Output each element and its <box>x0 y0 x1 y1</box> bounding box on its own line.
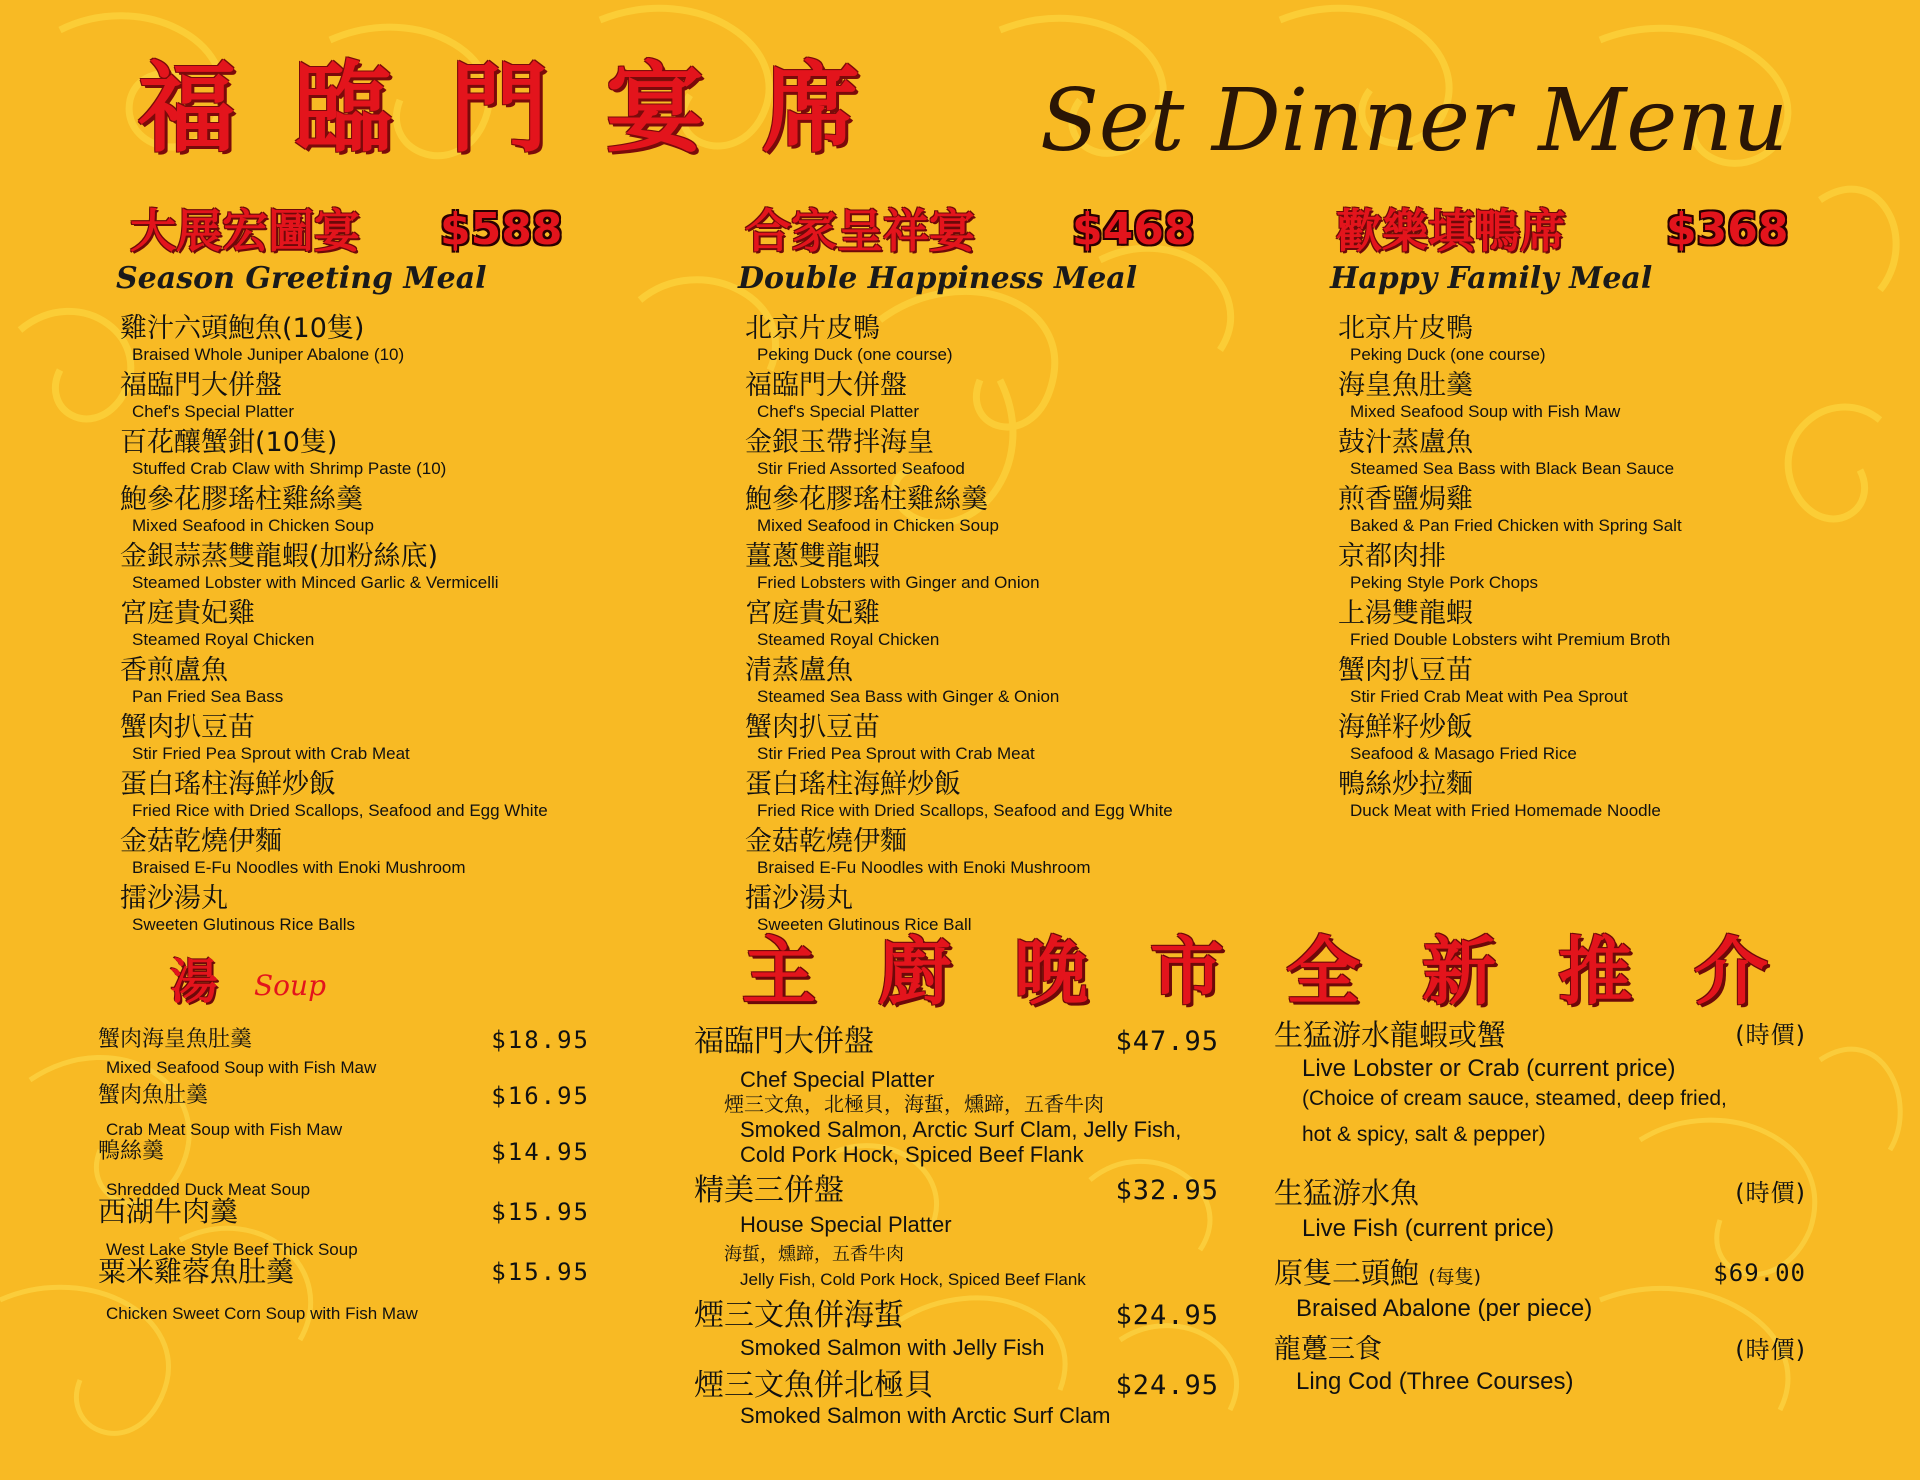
dish-name-english: Fried Rice with Dried Scallops, Seafood and Egg White <box>132 801 548 820</box>
dish-item <box>1338 598 1682 655</box>
chef-item-description: hot & spicy, salt & pepper) <box>1302 1123 1546 1146</box>
soup-name-chinese: 蟹肉魚肚羹 <box>98 1083 209 1108</box>
dish-item <box>1338 655 1682 712</box>
dish-item <box>120 655 548 712</box>
dish-item <box>1338 769 1682 826</box>
dish-name-english: Stir Fried Pea Sprout with Crab Meat <box>132 744 410 763</box>
dish-item <box>745 313 1173 370</box>
chef-item-price: $24.95 <box>1115 1370 1219 1401</box>
dish-item <box>120 598 548 655</box>
chef-item-description: Smoked Salmon with Arctic Surf Clam <box>740 1403 1111 1428</box>
chef-item <box>694 1025 1219 1175</box>
chef-item-price: (時價) <box>1735 1336 1806 1364</box>
dish-name-english: Chef's Special Platter <box>757 402 919 421</box>
dish-item <box>745 427 1173 484</box>
dish-name-chinese: 薑蔥雙龍蝦 <box>745 541 880 572</box>
dish-name-english: Peking Duck (one course) <box>1350 345 1546 364</box>
soup-price: $16.95 <box>491 1082 590 1110</box>
chef-item-description: Cold Pork Hock, Spiced Beef Flank <box>740 1142 1084 1167</box>
dish-name-english: Fried Double Lobsters wiht Premium Broth <box>1350 630 1671 649</box>
chef-item-price: $47.95 <box>1115 1026 1219 1057</box>
dish-name-english: Steamed Sea Bass with Black Bean Sauce <box>1350 459 1675 478</box>
dish-item <box>120 484 548 541</box>
soup-name-english: Shredded Duck Meat Soup <box>106 1180 311 1199</box>
dish-name-english: Sweeten Glutinous Rice Balls <box>132 915 356 934</box>
dish-item <box>120 370 548 427</box>
chef-item-name-chinese <box>1274 1256 1481 1294</box>
dish-name-chinese: 鮑參花膠瑤柱雞絲羹 <box>745 484 988 515</box>
soup-title-english: Soup <box>254 969 326 1002</box>
dish-name-english: Braised E-Fu Noodles with Enoki Mushroom <box>757 858 1091 877</box>
dish-name-english: Peking Style Pork Chops <box>1350 573 1539 592</box>
set-2-price: $468 <box>1072 204 1195 255</box>
set-2-dish-list <box>745 313 1173 940</box>
dish-name-english: Steamed Sea Bass with Ginger & Onion <box>757 687 1060 706</box>
dish-name-english: Braised E-Fu Noodles with Enoki Mushroom <box>132 858 466 877</box>
dish-name-chinese: 蛋白瑤柱海鮮炒飯 <box>120 769 336 800</box>
soup-name-chinese: 蟹肉海皇魚肚羹 <box>98 1027 253 1052</box>
dish-name-english: Fried Lobsters with Ginger and Onion <box>757 573 1040 592</box>
chef-item-unit-note: (每隻) <box>1428 1266 1482 1288</box>
chef-item-description: Live Fish (current price) <box>1302 1215 1555 1242</box>
chef-item-description: 煙三文魚，北極貝，海蜇，燻蹄，五香牛肉 <box>724 1092 1104 1116</box>
dish-item <box>745 541 1173 598</box>
dish-name-chinese: 鼓汁蒸盧魚 <box>1338 427 1473 458</box>
dish-name-chinese: 金菇乾燒伊麵 <box>745 826 907 857</box>
soup-price: $14.95 <box>491 1138 590 1166</box>
chef-item-name-chinese: 龍躉三食 <box>1274 1334 1382 1365</box>
set-1-price: $588 <box>440 204 563 255</box>
chef-item-name-text: 原隻二頭鮑 <box>1274 1256 1420 1290</box>
chef-item <box>694 1174 1219 1294</box>
dish-name-english: Mixed Seafood Soup with Fish Maw <box>1350 402 1621 421</box>
soup-name-chinese: 鴨絲羹 <box>98 1139 165 1164</box>
dish-name-english: Baked & Pan Fried Chicken with Spring Salt <box>1350 516 1682 535</box>
dish-name-chinese: 上湯雙龍蝦 <box>1338 598 1473 629</box>
chef-item-name-chinese: 煙三文魚併北極貝 <box>694 1368 934 1403</box>
dish-item <box>120 427 548 484</box>
dish-item <box>745 826 1173 883</box>
dish-name-english: Braised Whole Juniper Abalone (10) <box>132 345 405 364</box>
restaurant-title-chinese: 福臨門宴席 <box>138 51 919 166</box>
dish-item <box>745 598 1173 655</box>
chef-item-description: 海蜇，燻蹄，五香牛肉 <box>724 1244 904 1265</box>
soup-name-english: West Lake Style Beef Thick Soup <box>106 1240 358 1259</box>
chef-item <box>1274 1018 1806 1148</box>
dish-name-english: Chef's Special Platter <box>132 402 294 421</box>
chef-item-description: Live Lobster or Crab (current price) <box>1302 1055 1676 1082</box>
dish-name-english: Steamed Royal Chicken <box>132 630 315 649</box>
dish-name-chinese: 金銀玉帶拌海皇 <box>745 427 934 458</box>
dish-name-chinese: 宮庭貴妃雞 <box>120 598 255 629</box>
menu-title-english: Set Dinner Menu <box>1040 71 1789 171</box>
dish-item <box>745 712 1173 769</box>
dish-name-chinese: 福臨門大併盤 <box>745 370 907 401</box>
chef-item-description: Smoked Salmon, Arctic Surf Clam, Jelly Fish, <box>740 1117 1182 1142</box>
set-3-name-chinese: 歡樂填鴨席 <box>1336 204 1566 258</box>
dish-item <box>120 712 548 769</box>
dish-name-chinese: 蟹肉扒豆苗 <box>120 712 255 743</box>
dish-name-chinese: 蛋白瑤柱海鮮炒飯 <box>745 769 961 800</box>
dish-name-chinese: 香煎盧魚 <box>120 655 228 686</box>
chef-item <box>694 1299 1219 1369</box>
soup-name-chinese: 粟米雞蓉魚肚羹 <box>98 1255 295 1288</box>
chef-item-description: (Choice of cream sauce, steamed, deep fried, <box>1302 1087 1727 1110</box>
set-2-name-chinese: 合家呈祥宴 <box>745 204 975 258</box>
dish-name-english: Steamed Royal Chicken <box>757 630 940 649</box>
chef-item-price: $32.95 <box>1115 1175 1219 1206</box>
chef-item <box>1274 1176 1806 1246</box>
dish-item <box>1338 541 1682 598</box>
set-1-name-english: Season Greeting Meal <box>116 261 487 296</box>
chef-item-price: (時價) <box>1735 1021 1806 1049</box>
dish-name-chinese: 金菇乾燒伊麵 <box>120 826 282 857</box>
dish-name-english: Pan Fried Sea Bass <box>132 687 284 706</box>
chef-item-name-chinese: 精美三併盤 <box>694 1173 844 1208</box>
chef-item-name-chinese: 生猛游水魚 <box>1274 1176 1420 1210</box>
chef-item-name-chinese: 生猛游水龍蝦或蟹 <box>1274 1018 1507 1052</box>
chef-item-name-chinese: 福臨門大併盤 <box>694 1024 874 1059</box>
set-3-dish-list <box>1338 313 1682 826</box>
set-3-name-english: Happy Family Meal <box>1330 261 1653 296</box>
dish-name-chinese: 金銀蒜蒸雙龍蝦(加粉絲底) <box>120 541 439 572</box>
dish-name-chinese: 雞汁六頭鮑魚(10隻) <box>120 313 365 344</box>
dish-name-chinese: 海鮮籽炒飯 <box>1338 712 1473 743</box>
dish-name-english: Stir Fried Pea Sprout with Crab Meat <box>757 744 1035 763</box>
dish-name-chinese: 宮庭貴妃雞 <box>745 598 880 629</box>
chef-item-description: Braised Abalone (per piece) <box>1296 1295 1593 1322</box>
chef-item <box>1274 1333 1806 1403</box>
chef-item <box>1274 1256 1806 1326</box>
dish-name-chinese: 蟹肉扒豆苗 <box>745 712 880 743</box>
dish-name-chinese: 煎香鹽焗雞 <box>1338 484 1473 515</box>
dish-item <box>120 313 548 370</box>
dish-item <box>120 826 548 883</box>
dish-item <box>1338 370 1682 427</box>
soup-price: $15.95 <box>491 1198 590 1226</box>
dish-name-english: Fried Rice with Dried Scallops, Seafood and Egg White <box>757 801 1173 820</box>
dish-name-english: Stuffed Crab Claw with Shrimp Paste (10) <box>132 459 447 478</box>
dish-item <box>745 370 1173 427</box>
dish-name-chinese: 北京片皮鴨 <box>1338 313 1473 344</box>
dish-name-chinese: 北京片皮鴨 <box>745 313 880 344</box>
dish-name-english: Steamed Lobster with Minced Garlic & Vermicelli <box>132 573 499 592</box>
chef-item-description: House Special Platter <box>740 1212 952 1237</box>
dish-name-chinese: 百花釀蟹鉗(10隻) <box>120 427 338 458</box>
dish-name-english: Stir Fried Assorted Seafood <box>757 459 965 478</box>
dish-name-english: Sweeten Glutinous Rice Ball <box>757 915 972 934</box>
soup-name-english: Crab Meat Soup with Fish Maw <box>106 1120 343 1139</box>
chef-item-description: Smoked Salmon with Jelly Fish <box>740 1335 1045 1360</box>
dish-name-english: Stir Fried Crab Meat with Pea Sprout <box>1350 687 1628 706</box>
dish-name-chinese: 鴨絲炒拉麵 <box>1338 769 1473 800</box>
dish-name-chinese: 清蒸盧魚 <box>745 655 853 686</box>
chef-item-description: Jelly Fish, Cold Pork Hock, Spiced Beef Flank <box>740 1270 1086 1289</box>
chef-item-price: (時價) <box>1735 1179 1806 1207</box>
dish-name-chinese: 蟹肉扒豆苗 <box>1338 655 1473 686</box>
soup-name-chinese: 西湖牛肉羹 <box>98 1195 239 1228</box>
chef-item-description: Ling Cod (Three Courses) <box>1296 1368 1574 1395</box>
chef-item-price: $24.95 <box>1115 1300 1219 1331</box>
dish-name-english: Mixed Seafood in Chicken Soup <box>757 516 999 535</box>
set-1-dish-list <box>120 313 548 940</box>
dish-name-chinese: 擂沙湯丸 <box>745 883 853 914</box>
soup-price: $15.95 <box>491 1258 590 1286</box>
soup-name-english: Chicken Sweet Corn Soup with Fish Maw <box>106 1304 418 1323</box>
soup-title-chinese: 湯 <box>170 954 219 1010</box>
dish-name-english: Seafood & Masago Fried Rice <box>1350 744 1577 763</box>
soup-name-english: Mixed Seafood Soup with Fish Maw <box>106 1058 377 1077</box>
dish-item <box>1338 313 1682 370</box>
dish-item <box>745 484 1173 541</box>
dish-item <box>745 655 1173 712</box>
dish-item <box>120 541 548 598</box>
dish-name-chinese: 擂沙湯丸 <box>120 883 228 914</box>
set-2-name-english: Double Happiness Meal <box>738 261 1138 296</box>
dish-name-chinese: 京都肉排 <box>1338 541 1446 572</box>
dish-item <box>120 883 548 940</box>
chef-item-description: Chef Special Platter <box>740 1067 935 1092</box>
dish-name-english: Duck Meat with Fried Homemade Noodle <box>1350 801 1661 820</box>
chef-item-name-chinese: 煙三文魚併海蜇 <box>694 1298 904 1333</box>
dish-name-english: Mixed Seafood in Chicken Soup <box>132 516 374 535</box>
dish-name-chinese: 海皇魚肚羹 <box>1338 370 1473 401</box>
dish-item <box>120 769 548 826</box>
dish-name-chinese: 福臨門大併盤 <box>120 370 282 401</box>
dish-item <box>1338 427 1682 484</box>
dish-name-english: Peking Duck (one course) <box>757 345 953 364</box>
chef-item-price: $69.00 <box>1713 1259 1806 1287</box>
set-3-price: $368 <box>1666 204 1789 255</box>
set-1-name-chinese: 大展宏圖宴 <box>130 204 360 258</box>
dish-item <box>745 769 1173 826</box>
dish-item <box>1338 712 1682 769</box>
dish-item <box>1338 484 1682 541</box>
chef-recommendation-title: 主廚晚市全新推介 <box>742 929 1830 1015</box>
dish-name-chinese: 鮑參花膠瑤柱雞絲羹 <box>120 484 363 515</box>
chef-item <box>694 1369 1219 1439</box>
soup-price: $18.95 <box>491 1026 590 1054</box>
